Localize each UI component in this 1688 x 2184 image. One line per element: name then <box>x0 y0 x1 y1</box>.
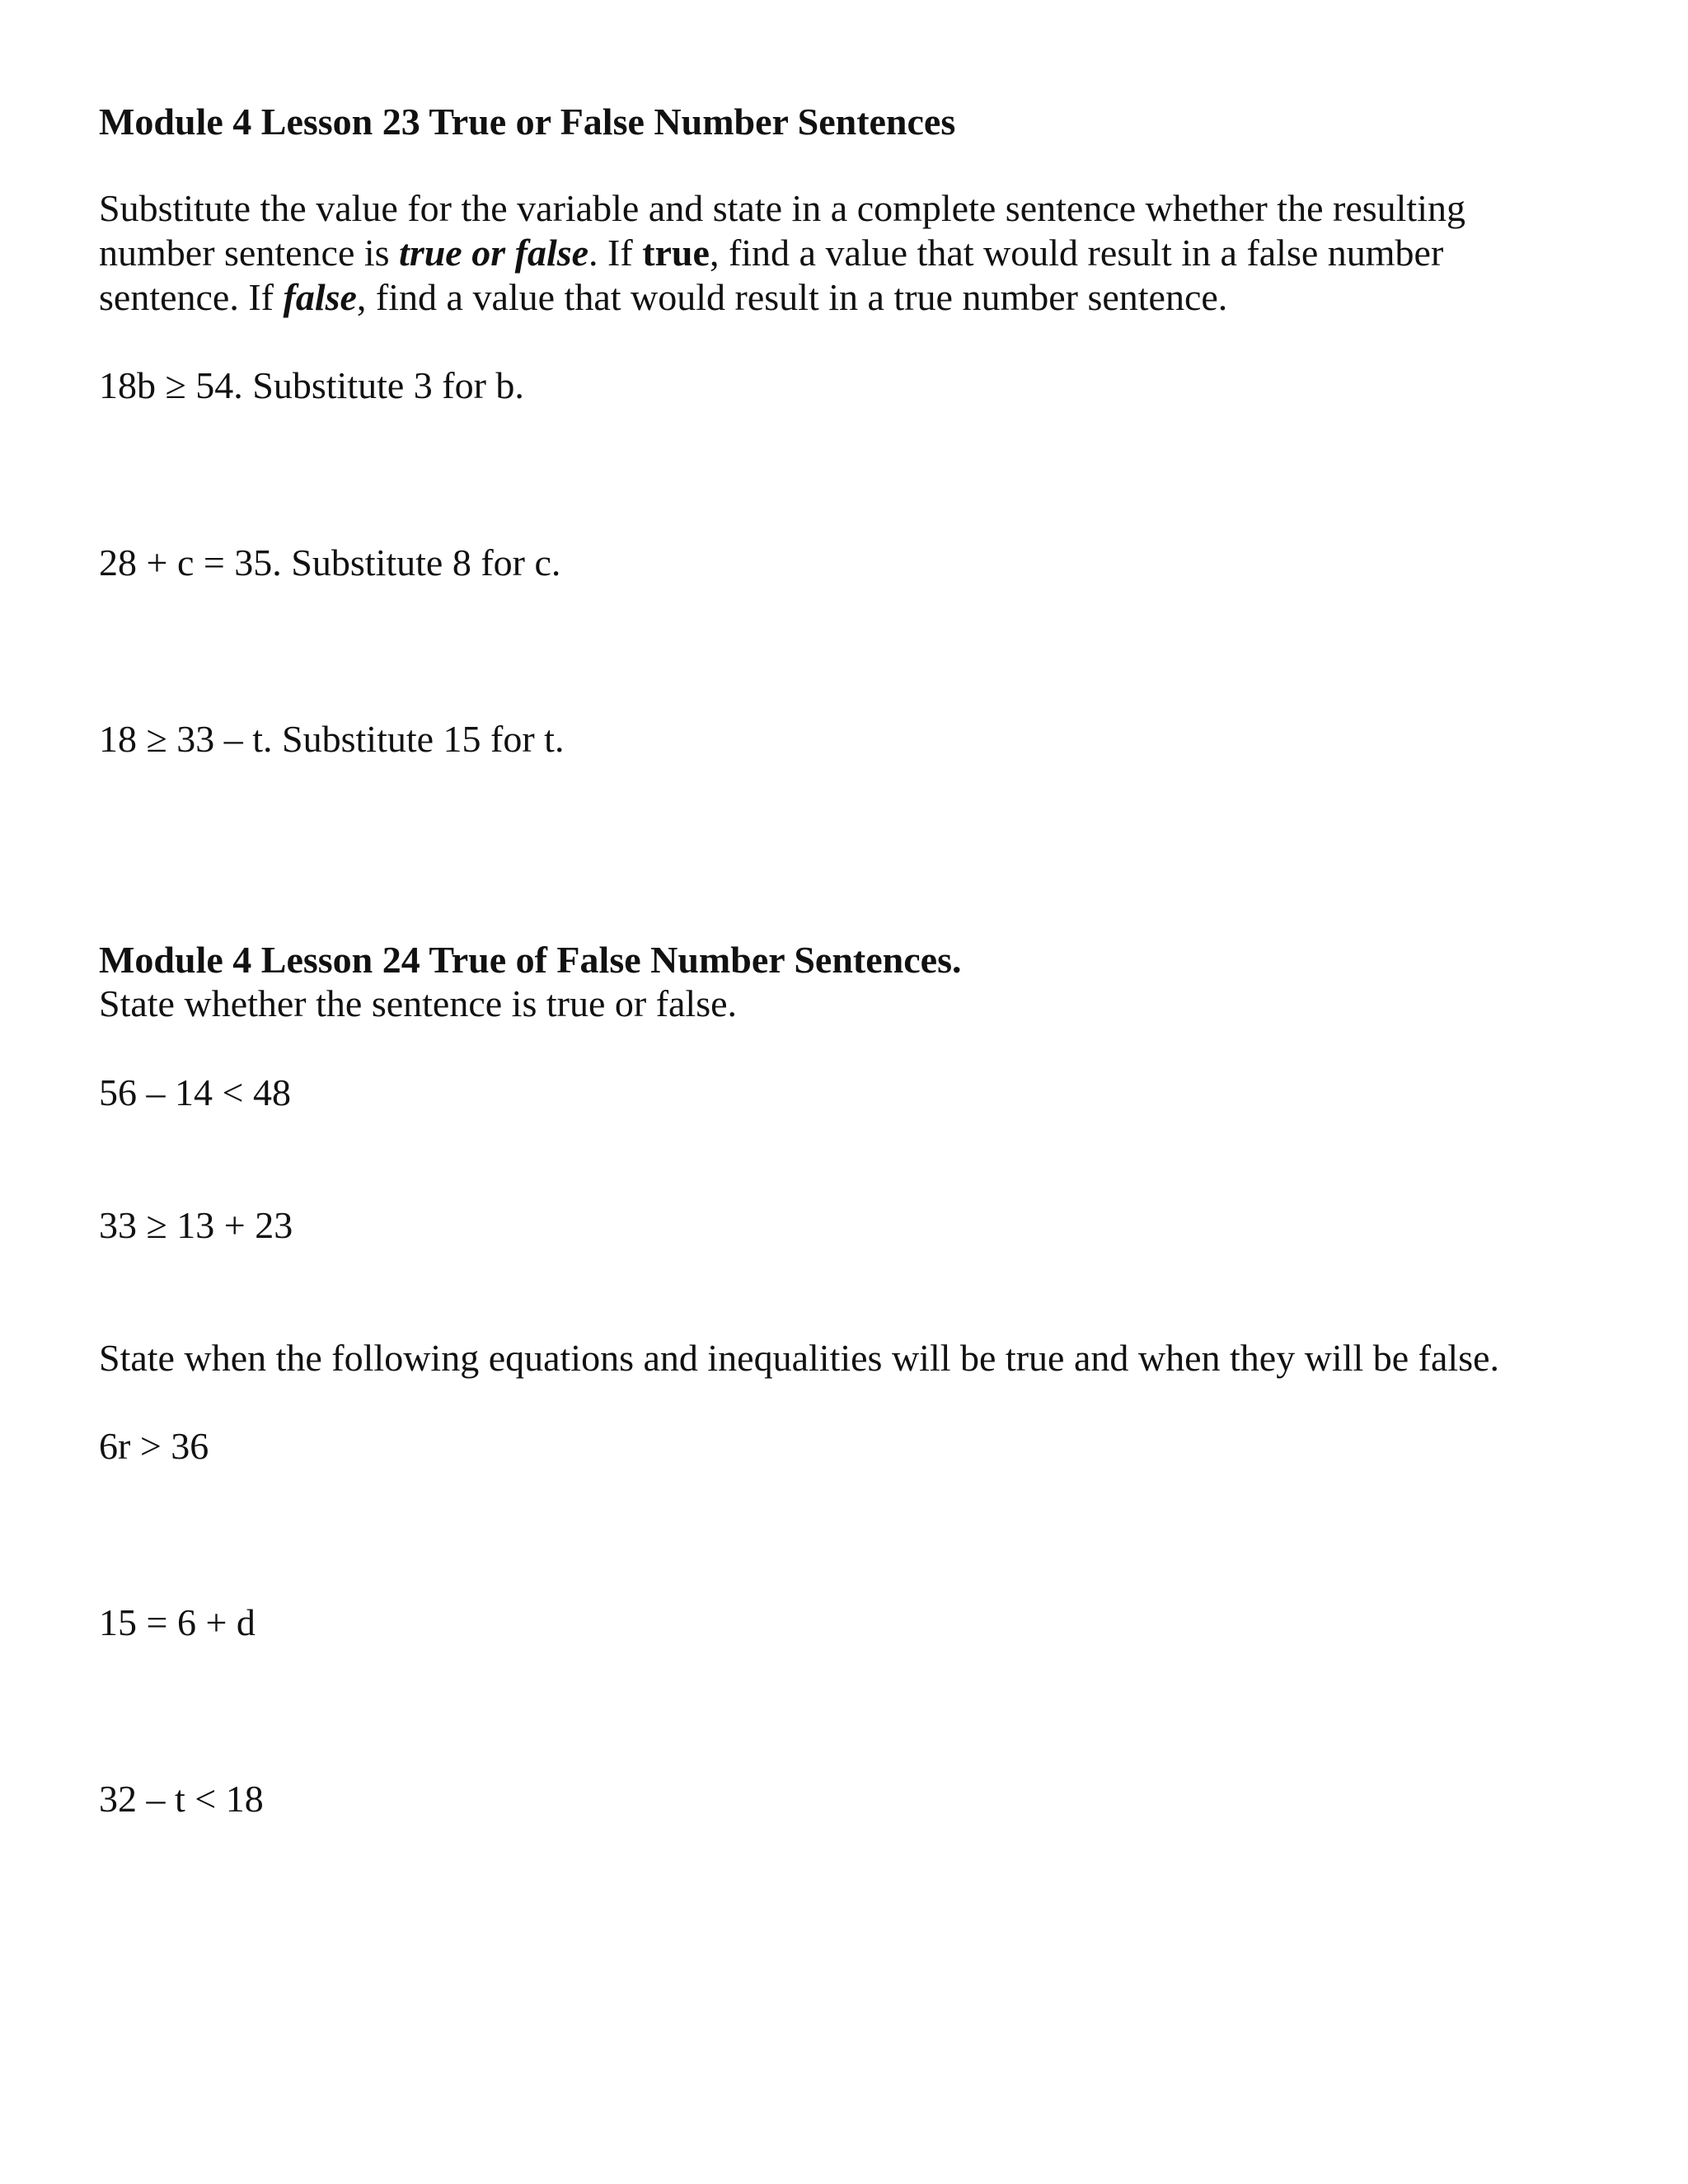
lesson-23-heading: Module 4 Lesson 23 True or False Number Sentences <box>99 101 956 143</box>
lesson-24-instruction: State whether the sentence is true or false. <box>99 982 738 1024</box>
instruction-text: , find a value that would result in a false number <box>709 232 1444 274</box>
lesson-24-problem-4: 15 = 6 + d <box>99 1601 256 1643</box>
instruction-emphasis-false: false <box>283 276 357 318</box>
lesson-24-problem-1: 56 – 14 < 48 <box>99 1071 291 1113</box>
lesson-23-problem-3: 18 ≥ 33 – t. Substitute 15 for t. <box>99 718 565 760</box>
instruction-text: . If <box>588 232 643 274</box>
lesson-24-problem-5: 32 – t < 18 <box>99 1778 264 1820</box>
instruction-text: sentence. If <box>99 276 284 318</box>
lesson-23-problem-1: 18b ≥ 54. Substitute 3 for b. <box>99 364 524 406</box>
lesson-24-instruction-2: State when the following equations and inequalities will be true and when they will be false. <box>99 1337 1500 1379</box>
lesson-23-problem-2: 28 + c = 35. Substitute 8 for c. <box>99 541 561 583</box>
instruction-emphasis-true-or-false: true or false <box>399 232 589 274</box>
lesson-24-problem-2: 33 ≥ 13 + 23 <box>99 1204 293 1246</box>
lesson-23-instructions-line-1: Substitute the value for the variable and state in a complete sentence whether the resulting <box>99 187 1465 229</box>
lesson-24-problem-3: 6r > 36 <box>99 1425 209 1467</box>
lesson-23-instructions-line-2 <box>99 231 1443 275</box>
instruction-text: , find a value that would result in a true number sentence. <box>356 276 1228 318</box>
instruction-emphasis-true: true <box>642 232 710 274</box>
lesson-24-heading: Module 4 Lesson 24 True of False Number Sentences. <box>99 939 962 981</box>
instruction-text: number sentence is <box>99 232 400 274</box>
lesson-23-instructions-line-3 <box>99 275 1227 320</box>
